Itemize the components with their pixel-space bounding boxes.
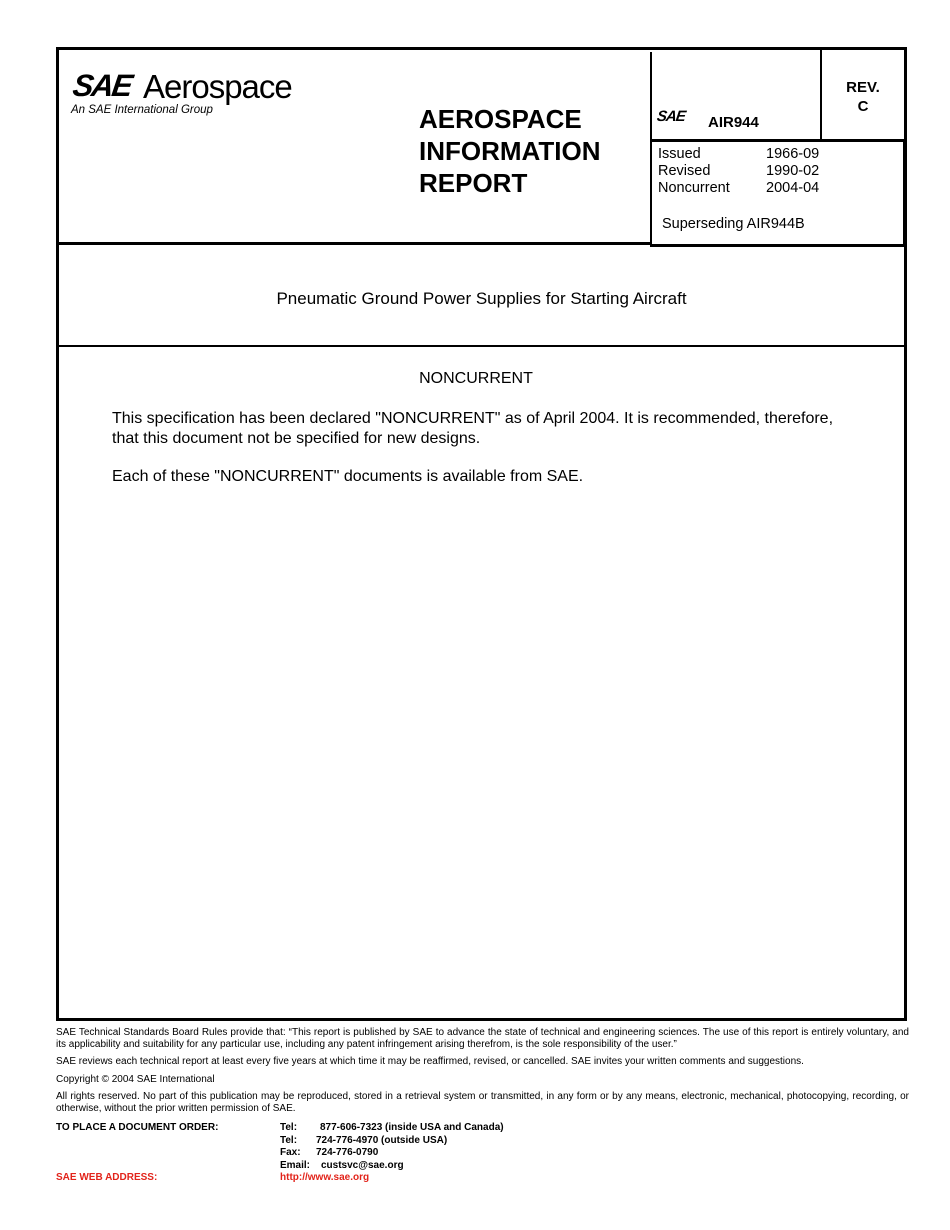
document-dates [658, 146, 819, 197]
title-divider [56, 345, 907, 347]
document-type [419, 103, 601, 199]
notice-heading: NONCURRENT [419, 370, 533, 387]
footer-rights [56, 1091, 909, 1114]
logo-aerospace-text: Aerospace [143, 68, 292, 105]
notice-paragraph: Each of these "NONCURRENT" documents is available from SAE. [112, 468, 584, 485]
date-row [658, 180, 819, 197]
footer-copyright-text: Copyright © 2004 SAE International [56, 1074, 215, 1085]
date-label: Revised [658, 163, 711, 179]
date-value: 1990-02 [766, 163, 820, 179]
web-address-label: SAE WEB ADDRESS: [56, 1172, 158, 1184]
docinfo-box-left-border [650, 52, 652, 244]
date-value: 2004-04 [766, 180, 820, 196]
contact-label: Tel: [280, 1134, 298, 1146]
header-divider [56, 242, 650, 245]
doc-type-line: INFORMATION [419, 136, 601, 166]
order-label: TO PLACE A DOCUMENT ORDER: [56, 1122, 219, 1133]
superseding-note: Superseding AIR944B [662, 216, 805, 232]
footer-rules-text: SAE Technical Standards Board Rules provide that: “This report is published by SAE to advance the state of technical and engineering sciences. The use of this report is entirely voluntary, and its applicability and suitability for any particular use, including any patent infringement arising therefrom, is the sole responsibility of the user.” [56, 1027, 909, 1050]
document-title: Pneumatic Ground Power Supplies for Starting Aircraft [276, 289, 687, 308]
revision-block [842, 78, 884, 116]
contact-value: 724-776-0790 [316, 1147, 379, 1159]
footer-copyright [56, 1074, 909, 1086]
sae-aerospace-logo [70, 68, 315, 120]
date-label: Noncurrent [658, 180, 730, 196]
date-row [658, 146, 819, 163]
contact-value: 877-606-7323 (inside USA and Canada) [320, 1122, 504, 1133]
date-label: Issued [658, 146, 701, 162]
docinfo-box-right-border [903, 139, 906, 247]
footer-review-text: SAE reviews each technical report at least every five years at which time it may be reaffirmed, revised, or cancelled. SAE invites your written comments and suggestions. [56, 1056, 804, 1067]
footer-review [56, 1056, 909, 1068]
docinfo-box-middle-rule [650, 139, 907, 142]
date-value: 1966-09 [766, 146, 820, 162]
footer-rights-text: All rights reserved. No part of this publication may be reproduced, stored in a retrieval system or transmitted, in any form or by any means, electronic, mechanical, photocopying, recording, or otherwise, without the prior written permission of SAE. [56, 1091, 909, 1114]
date-row [658, 163, 819, 180]
docinfo-box-bottom-rule [650, 244, 907, 247]
contact-label: Tel: [280, 1122, 298, 1133]
contact-label: Email: [280, 1159, 311, 1171]
doc-type-line: REPORT [419, 168, 528, 198]
web-address-link[interactable]: http://www.sae.org [280, 1172, 370, 1184]
contact-label: Fax: [280, 1147, 301, 1159]
footer-rules [56, 1027, 909, 1050]
logo-sae-mark: SAE [70, 68, 134, 103]
doc-type-line: AEROSPACE [419, 104, 582, 134]
sae-small-mark: SAE [655, 108, 687, 125]
rev-box-left-border [820, 50, 822, 141]
contact-value: 724-776-4970 (outside USA) [316, 1134, 448, 1146]
revision-label: REV. [846, 79, 880, 96]
notice-paragraph: This specification has been declared "NONCURRENT" as of April 2004. It is recommended, therefore, that this document not be specified for new designs. [112, 410, 834, 447]
document-number: AIR944 [708, 114, 759, 131]
contact-value[interactable]: custsvc@sae.org [321, 1159, 404, 1171]
revision-value: C [857, 98, 869, 115]
logo-tagline: An SAE International Group [71, 104, 213, 116]
